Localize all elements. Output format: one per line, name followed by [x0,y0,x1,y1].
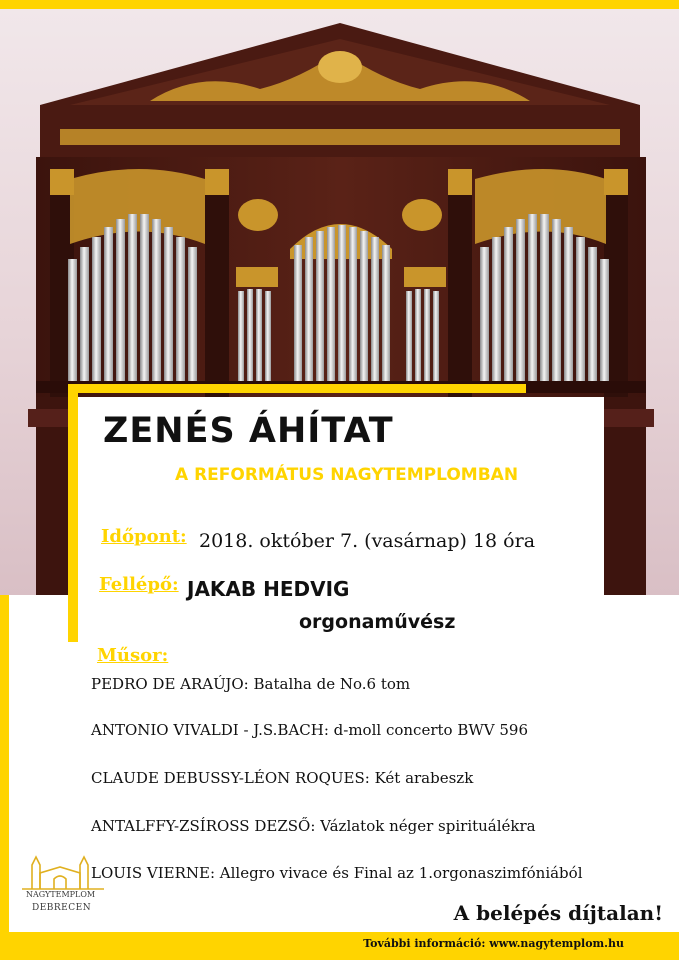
time-label: Időpont: [101,526,187,547]
logo-line2: DEBRECEN [32,903,92,913]
info-link[interactable]: További információ: www.nagytemplom.hu [363,937,624,950]
logo-line1: NAGYTEMPLOM [26,890,96,899]
performer-role: orgonaművész [299,611,456,633]
event-title: ZENÉS ÁHÍTAT [103,411,394,451]
program-item: CLAUDE DEBUSSY-LÉON ROQUES: Két arabeszk [91,769,474,787]
program-label: Műsor: [97,645,169,666]
event-date: 2018. október 7. (vasárnap) 18 óra [199,530,536,552]
church-logo [18,853,108,917]
program-item: ANTONIO VIVALDI - J.S.BACH: d-moll concerto BWV 596 [91,721,528,739]
accent-frame-vertical [68,384,78,642]
church-icon [18,853,108,893]
top-accent-bar [0,0,679,9]
free-entry-note: A belépés díjtalan! [453,901,663,925]
program-item: LOUIS VIERNE: Allegro vivace és Final az 1.orgonaszimfóniából [91,864,583,882]
performer-label: Fellépő: [99,574,179,595]
program-item: ANTALFFY-ZSÍROSS DEZSŐ: Vázlatok néger spirituálékra [91,817,536,835]
program-item: PEDRO DE ARAÚJO: Batalha de No.6 tom [91,675,411,693]
performer-name: JAKAB HEDVIG [187,577,350,601]
event-subtitle: A REFORMÁTUS NAGYTEMPLOMBAN [175,465,519,485]
accent-frame-horizontal [68,384,526,393]
left-accent-bar [0,595,9,960]
